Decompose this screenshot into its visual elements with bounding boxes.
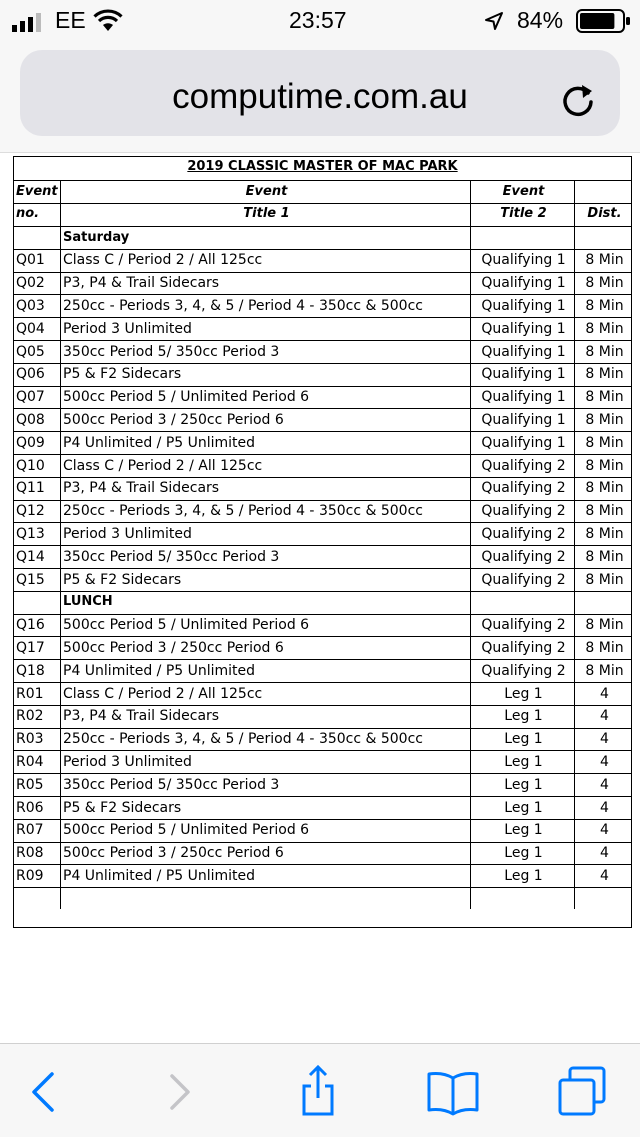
event-title-2: Qualifying 1 — [481, 275, 566, 292]
battery-icon — [576, 9, 632, 33]
event-title-2: Leg 1 — [504, 776, 543, 793]
event-number: R09 — [16, 867, 44, 884]
address-bar — [0, 42, 640, 153]
event-title-1: Class C / Period 2 / All 125cc — [63, 252, 263, 269]
event-number: Q17 — [16, 639, 45, 656]
event-number: R02 — [16, 708, 44, 725]
event-number: Q09 — [16, 434, 45, 451]
event-number: Q14 — [16, 548, 45, 565]
wifi-icon — [92, 9, 124, 33]
event-title-2: Leg 1 — [504, 822, 543, 839]
event-title-2: Qualifying 2 — [481, 548, 566, 565]
battery-percent: 84% — [517, 7, 564, 33]
bookmarks-button[interactable] — [425, 1064, 481, 1120]
url-text[interactable]: computime.com.au — [172, 77, 468, 116]
event-distance: 8 Min — [585, 503, 624, 520]
share-button[interactable] — [290, 1064, 346, 1120]
header-dist: Dist. — [587, 206, 622, 221]
event-distance: 8 Min — [585, 571, 624, 588]
url-field[interactable] — [20, 50, 620, 136]
event-distance: 8 Min — [585, 389, 624, 406]
header-title-1: Title 1 — [243, 206, 290, 221]
event-distance: 4 — [600, 822, 609, 839]
event-title-1: 500cc Period 5 / Unlimited Period 6 — [63, 617, 310, 634]
browser-toolbar — [0, 1043, 640, 1137]
event-number: Q11 — [16, 480, 45, 497]
event-title-1: P3, P4 & Trail Sidecars — [63, 480, 220, 497]
event-title-1: 350cc Period 5/ 350cc Period 3 — [63, 343, 280, 360]
event-title-2: Leg 1 — [504, 685, 543, 702]
event-title-1: Period 3 Unlimited — [63, 320, 192, 337]
event-distance: 8 Min — [585, 480, 624, 497]
reload-icon[interactable] — [558, 80, 598, 120]
event-title-1: 350cc Period 5/ 350cc Period 3 — [63, 548, 280, 565]
event-title-2: Qualifying 2 — [481, 480, 566, 497]
bookmarks-icon[interactable] — [425, 1064, 481, 1120]
event-title-1: 500cc Period 3 / 250cc Period 6 — [63, 639, 284, 656]
event-title-2: Qualifying 1 — [481, 411, 566, 428]
event-title-2: Qualifying 1 — [481, 389, 566, 406]
document-view[interactable] — [0, 153, 640, 1043]
header-event-no: Event — [16, 183, 58, 199]
event-title-2: Qualifying 1 — [481, 297, 566, 314]
event-distance: 8 Min — [585, 434, 624, 451]
share-icon[interactable] — [290, 1064, 346, 1120]
event-number: Q16 — [16, 617, 45, 634]
event-title-2: Qualifying 2 — [481, 639, 566, 656]
event-title-2: Qualifying 2 — [481, 617, 566, 634]
tabs-icon[interactable] — [554, 1064, 610, 1120]
event-number: Q13 — [16, 525, 45, 542]
event-distance: 4 — [600, 685, 609, 702]
event-number: R08 — [16, 845, 44, 862]
section-label: Saturday — [63, 229, 130, 245]
event-number: R07 — [16, 822, 44, 839]
event-distance: 8 Min — [585, 411, 624, 428]
event-distance: 8 Min — [585, 297, 624, 314]
event-distance: 8 Min — [585, 320, 624, 337]
event-title-1: Class C / Period 2 / All 125cc — [63, 685, 263, 702]
table-row-divider — [14, 887, 631, 888]
event-number: Q12 — [16, 503, 45, 520]
event-number: Q04 — [16, 320, 45, 337]
event-number: R03 — [16, 731, 44, 748]
event-number: Q02 — [16, 275, 45, 292]
event-number: R01 — [16, 685, 44, 702]
schedule-title-text: 2019 CLASSIC MASTER OF MAC PARK — [187, 159, 458, 174]
event-title-2: Qualifying 2 — [481, 662, 566, 679]
event-title-2: Leg 1 — [504, 708, 543, 725]
event-number: Q01 — [16, 252, 45, 269]
event-title-2: Leg 1 — [504, 799, 543, 816]
event-distance: 8 Min — [585, 617, 624, 634]
event-title-1: P4 Unlimited / P5 Unlimited — [63, 662, 256, 679]
event-number: Q08 — [16, 411, 45, 428]
event-number: Q06 — [16, 366, 45, 383]
event-distance: 8 Min — [585, 275, 624, 292]
race-schedule-table — [13, 156, 632, 928]
event-title-2: Leg 1 — [504, 845, 543, 862]
tabs-button[interactable] — [554, 1064, 610, 1120]
event-distance: 8 Min — [585, 457, 624, 474]
event-title-1: P5 & F2 Sidecars — [63, 571, 182, 588]
event-number: Q10 — [16, 457, 45, 474]
event-title-1: 350cc Period 5/ 350cc Period 3 — [63, 776, 280, 793]
event-distance: 4 — [600, 867, 609, 884]
event-title-1: Class C / Period 2 / All 125cc — [63, 457, 263, 474]
event-title-2: Qualifying 1 — [481, 434, 566, 451]
header-title-2: Title 2 — [500, 206, 547, 221]
event-distance: 4 — [600, 731, 609, 748]
event-title-2: Qualifying 2 — [481, 525, 566, 542]
header-title-2: Event — [502, 183, 545, 199]
back-icon[interactable] — [14, 1064, 70, 1120]
event-title-2: Qualifying 1 — [481, 252, 566, 269]
event-distance: 8 Min — [585, 343, 624, 360]
event-title-1: 250cc - Periods 3, 4, & 5 / Period 4 - 350cc & 500cc — [63, 731, 423, 748]
event-title-2: Qualifying 1 — [481, 343, 566, 360]
event-distance: 8 Min — [585, 525, 624, 542]
event-number: R04 — [16, 753, 44, 770]
event-title-1: P5 & F2 Sidecars — [63, 799, 182, 816]
event-distance: 4 — [600, 776, 609, 793]
event-title-2: Qualifying 2 — [481, 457, 566, 474]
event-title-1: P3, P4 & Trail Sidecars — [63, 275, 220, 292]
event-distance: 4 — [600, 708, 609, 725]
event-distance: 8 Min — [585, 252, 624, 269]
event-title-1: P5 & F2 Sidecars — [63, 366, 182, 383]
schedule-title — [14, 159, 631, 174]
event-title-2: Qualifying 2 — [481, 503, 566, 520]
event-title-1: P4 Unlimited / P5 Unlimited — [63, 434, 256, 451]
event-title-1: 500cc Period 5 / Unlimited Period 6 — [63, 389, 310, 406]
event-title-2: Qualifying 1 — [481, 366, 566, 383]
forward-button[interactable] — [152, 1064, 208, 1120]
event-title-2: Leg 1 — [504, 867, 543, 884]
event-title-1: Period 3 Unlimited — [63, 525, 192, 542]
event-distance: 8 Min — [585, 662, 624, 679]
event-title-1: 500cc Period 3 / 250cc Period 6 — [63, 411, 284, 428]
event-distance: 8 Min — [585, 366, 624, 383]
section-label: LUNCH — [63, 594, 113, 610]
event-number: Q05 — [16, 343, 45, 360]
event-title-1: 250cc - Periods 3, 4, & 5 / Period 4 - 350cc & 500cc — [63, 503, 423, 520]
header-title-1: Event — [245, 183, 288, 199]
event-number: Q07 — [16, 389, 45, 406]
status-bar — [0, 0, 640, 42]
event-title-1: 500cc Period 3 / 250cc Period 6 — [63, 845, 284, 862]
event-title-2: Leg 1 — [504, 753, 543, 770]
location-icon — [484, 11, 504, 31]
event-distance: 4 — [600, 799, 609, 816]
event-title-1: 500cc Period 5 / Unlimited Period 6 — [63, 822, 310, 839]
signal-icon — [12, 12, 48, 32]
header-event-no: no. — [16, 206, 40, 221]
event-distance: 8 Min — [585, 548, 624, 565]
event-title-2: Qualifying 1 — [481, 320, 566, 337]
event-title-2: Qualifying 2 — [481, 571, 566, 588]
event-title-1: 250cc - Periods 3, 4, & 5 / Period 4 - 350cc & 500cc — [63, 297, 423, 314]
event-distance: 4 — [600, 845, 609, 862]
event-number: R05 — [16, 776, 44, 793]
event-number: Q15 — [16, 571, 45, 588]
carrier-label: EE — [55, 7, 86, 33]
event-title-1: P4 Unlimited / P5 Unlimited — [63, 867, 256, 884]
forward-icon[interactable] — [152, 1064, 208, 1120]
event-number: Q18 — [16, 662, 45, 679]
event-title-1: Period 3 Unlimited — [63, 753, 192, 770]
event-number: Q03 — [16, 297, 45, 314]
clock: 23:57 — [289, 7, 347, 33]
event-title-1: P3, P4 & Trail Sidecars — [63, 708, 220, 725]
event-title-2: Leg 1 — [504, 731, 543, 748]
event-number: R06 — [16, 799, 44, 816]
event-distance: 4 — [600, 753, 609, 770]
back-button[interactable] — [14, 1064, 70, 1120]
event-distance: 8 Min — [585, 639, 624, 656]
